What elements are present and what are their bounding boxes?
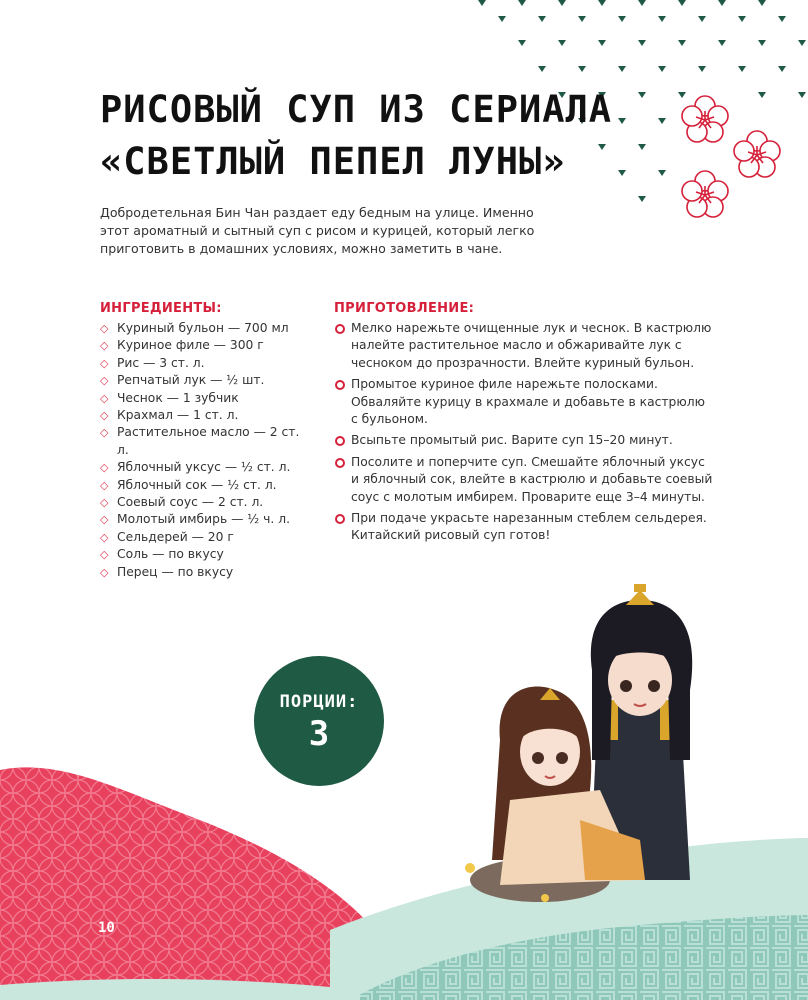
ingredient-item <box>100 529 315 546</box>
ingredient-item <box>100 355 315 372</box>
circle-bullet-icon <box>335 324 345 334</box>
ingredient-item <box>100 337 315 354</box>
diamond-bullet-icon: ◇ <box>100 322 109 335</box>
step-text: Промытое куриное филе нарежьте полосками. Обваляйте курицу в крахмале и добавьте в кастрюлю с бульоном. <box>351 377 705 427</box>
diamond-bullet-icon: ◇ <box>100 478 109 492</box>
ingredient-text: Соевый соус — 2 ст. л. <box>117 495 264 510</box>
diamond-bullet-icon: ◇ <box>100 548 109 562</box>
ingredient-text: Репчатый лук — ½ шт. <box>117 373 265 388</box>
circle-bullet-icon <box>335 458 345 468</box>
step-text: Мелко нарежьте очищенные лук и чеснок. В кастрюлю налейте растительное масло и обжаривайте лук с чесноком до прозрачности. Влейте куриный бульон. <box>351 321 712 370</box>
ingredient-item <box>100 372 315 389</box>
ingredient-text: Яблочный сок — ½ ст. л. <box>117 477 277 492</box>
step-text: Всыпьте промытый рис. Варите суп 15–20 минут. <box>351 433 673 448</box>
ingredient-item <box>100 390 315 407</box>
diamond-bullet-icon: ◇ <box>100 374 109 388</box>
diamond-bullet-icon: ◇ <box>100 426 109 440</box>
page-title <box>100 84 612 188</box>
plum-blossom-icon <box>682 96 780 217</box>
step-text: Посолите и поперчите суп. Смешайте яблочный уксус и яблочный сок, влейте в кастрюлю и добавьте соевый соус с молотым имбирем. Проварите еще 3–4 минуты. <box>351 454 713 504</box>
diamond-bullet-icon: ◇ <box>100 461 109 475</box>
preparation-step <box>334 454 714 506</box>
diamond-bullet-icon: ◇ <box>100 565 109 579</box>
diamond-bullet-icon: ◇ <box>100 339 109 353</box>
ingredient-text: Молотый имбирь — ½ ч. л. <box>117 512 290 527</box>
preparation-step <box>334 510 714 545</box>
title-line-2: «СВЕТЛЫЙ ПЕПЕЛ ЛУНЫ» <box>100 140 566 183</box>
ingredient-text: Крахмал — 1 ст. л. <box>117 408 239 423</box>
diamond-bullet-icon: ◇ <box>100 530 109 544</box>
chibi-characters-illustration <box>465 584 692 902</box>
ingredient-item <box>100 477 315 494</box>
ingredient-item <box>100 564 315 581</box>
ingredient-text: Сельдерей — 20 г <box>117 529 234 544</box>
ingredient-item <box>100 546 315 563</box>
ingredient-item <box>100 320 315 337</box>
ingredient-item <box>100 407 315 424</box>
diamond-bullet-icon: ◇ <box>100 513 109 527</box>
ingredient-text: Чеснок — 1 зубчик <box>117 390 239 405</box>
page-number: 10 <box>98 920 115 936</box>
portions-badge <box>254 656 384 786</box>
ingredient-item <box>100 494 315 511</box>
ingredient-text: Куриный бульон — 700 мл <box>117 321 289 335</box>
title-line-1: РИСОВЫЙ СУП ИЗ СЕРИАЛА <box>100 88 613 131</box>
ingredient-text: Перец — по вкусу <box>117 564 234 579</box>
circle-bullet-icon <box>335 380 345 390</box>
ingredient-item <box>100 459 315 476</box>
intro-text: Добродетельная Бин Чан раздает еду бедным на улице. Именно этот ароматный и сытный суп с рисом и курицей, который легко приготовить в домашних условиях, можно заметить в чане. <box>100 205 535 256</box>
portions-value: 3 <box>308 714 330 754</box>
portions-label: ПОРЦИИ: <box>279 692 359 712</box>
preparation-list <box>334 320 714 549</box>
diamond-bullet-icon: ◇ <box>100 356 109 370</box>
step-text: При подаче украсьте нарезанным стеблем сельдерея. Китайский рисовый суп готов! <box>351 511 707 543</box>
ingredient-item <box>100 424 315 459</box>
ingredient-item <box>100 511 315 528</box>
ingredient-text: Соль — по вкусу <box>117 547 224 562</box>
preparation-step <box>334 432 714 449</box>
preparation-step <box>334 320 714 372</box>
ingredient-text: Рис — 3 ст. л. <box>117 355 205 370</box>
circle-bullet-icon <box>335 436 345 446</box>
ingredients-heading: ИНГРЕДИЕНТЫ: <box>100 301 222 316</box>
ingredient-text: Куриное филе — 300 г <box>117 338 264 353</box>
diamond-bullet-icon: ◇ <box>100 496 109 510</box>
diamond-bullet-icon: ◇ <box>100 409 109 423</box>
preparation-heading: ПРИГОТОВЛЕНИЕ: <box>334 301 475 316</box>
ingredients-list <box>100 320 315 581</box>
diamond-bullet-icon: ◇ <box>100 391 109 405</box>
red-hill <box>0 767 375 1000</box>
ingredient-text: Яблочный уксус — ½ ст. л. <box>117 460 291 475</box>
preparation-step <box>334 376 714 428</box>
circle-bullet-icon <box>335 514 345 524</box>
ingredient-text: Растительное масло — 2 ст. л. <box>117 425 300 457</box>
